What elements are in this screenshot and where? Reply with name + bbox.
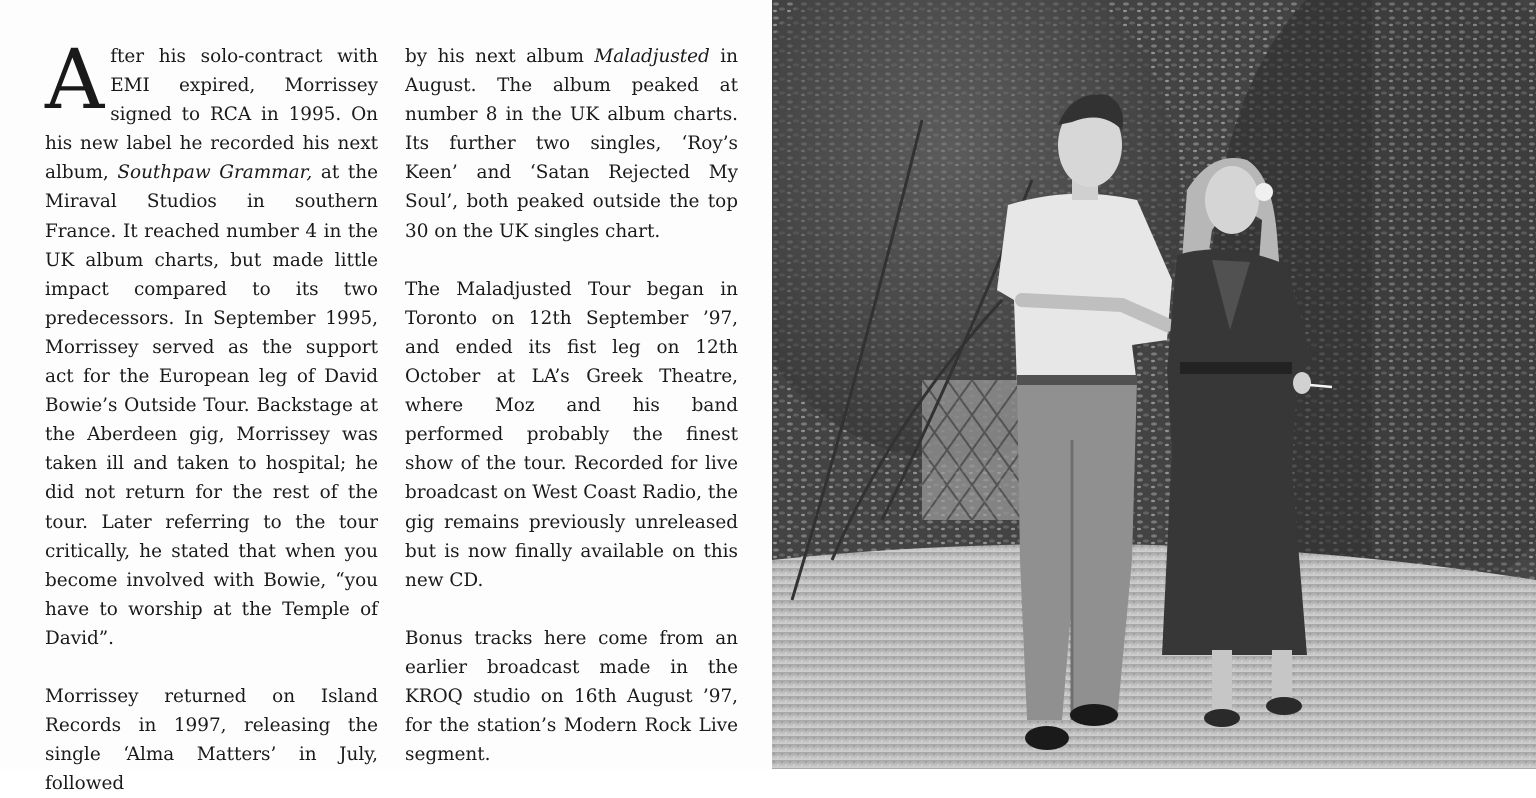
paragraph-text: in August. The album peaked at number 8 in the UK album charts. Its further two singles, ‘Roy’s Keen’ and ‘Satan Rejected My Soul’, both peaked outside the top 30 on the UK singles chart. xyxy=(405,46,738,242)
black-and-white-photo xyxy=(772,0,1536,769)
right-text-column xyxy=(405,42,738,769)
paragraph-text: fter his solo-contract with EMI expired, Morrissey signed to RCA in 1995. On his new label he recorded his next album, xyxy=(45,46,378,184)
paragraph-maladjusted-album xyxy=(405,42,738,246)
album-title-southpaw-grammar: Southpaw Grammar, xyxy=(117,162,313,184)
photo-illustration xyxy=(772,0,1536,769)
drop-cap: A xyxy=(45,33,105,128)
paragraph-maladjusted-tour: The Maladjusted Tour began in Toronto on 12th September ’97, and ended its fist leg on 12th October at LA’s Greek Theatre, where Moz and his band performed probably the finest show of the tour. Recorded for live broadcast on West Coast Radio, the gig remains previously unreleased but is now finally available on this new CD. xyxy=(405,278,738,591)
album-title-maladjusted: Maladjusted xyxy=(594,46,710,67)
paragraph-text: at the Miraval Studios in southern France. It reached number 4 in the UK album charts, but made little impact compared to its two predecessors. In September 1995, Morrissey served as the support act for the European leg of David Bowie’s Outside Tour. Backstage at the Aberdeen gig, Morrissey was taken ill and taken to hospital; he did not return for the rest of the tour. Later referring to the tour critically, he stated that when you become involved with Bowie, “you have to worship at the Temple of David”. xyxy=(45,162,378,649)
paragraph-island-records: Morrissey returned on Island Records in 1997, releasing the single ‘Alma Matters’ in July, followed xyxy=(45,686,378,795)
paragraph-rca-years xyxy=(45,33,378,653)
left-text-column xyxy=(45,33,378,798)
paragraph-bonus-tracks: Bonus tracks here come from an earlier broadcast made in the KROQ studio on 16th August ’97, for the station’s Modern Rock Live segment. xyxy=(405,627,738,766)
paragraph-text: by his next album xyxy=(405,46,595,67)
